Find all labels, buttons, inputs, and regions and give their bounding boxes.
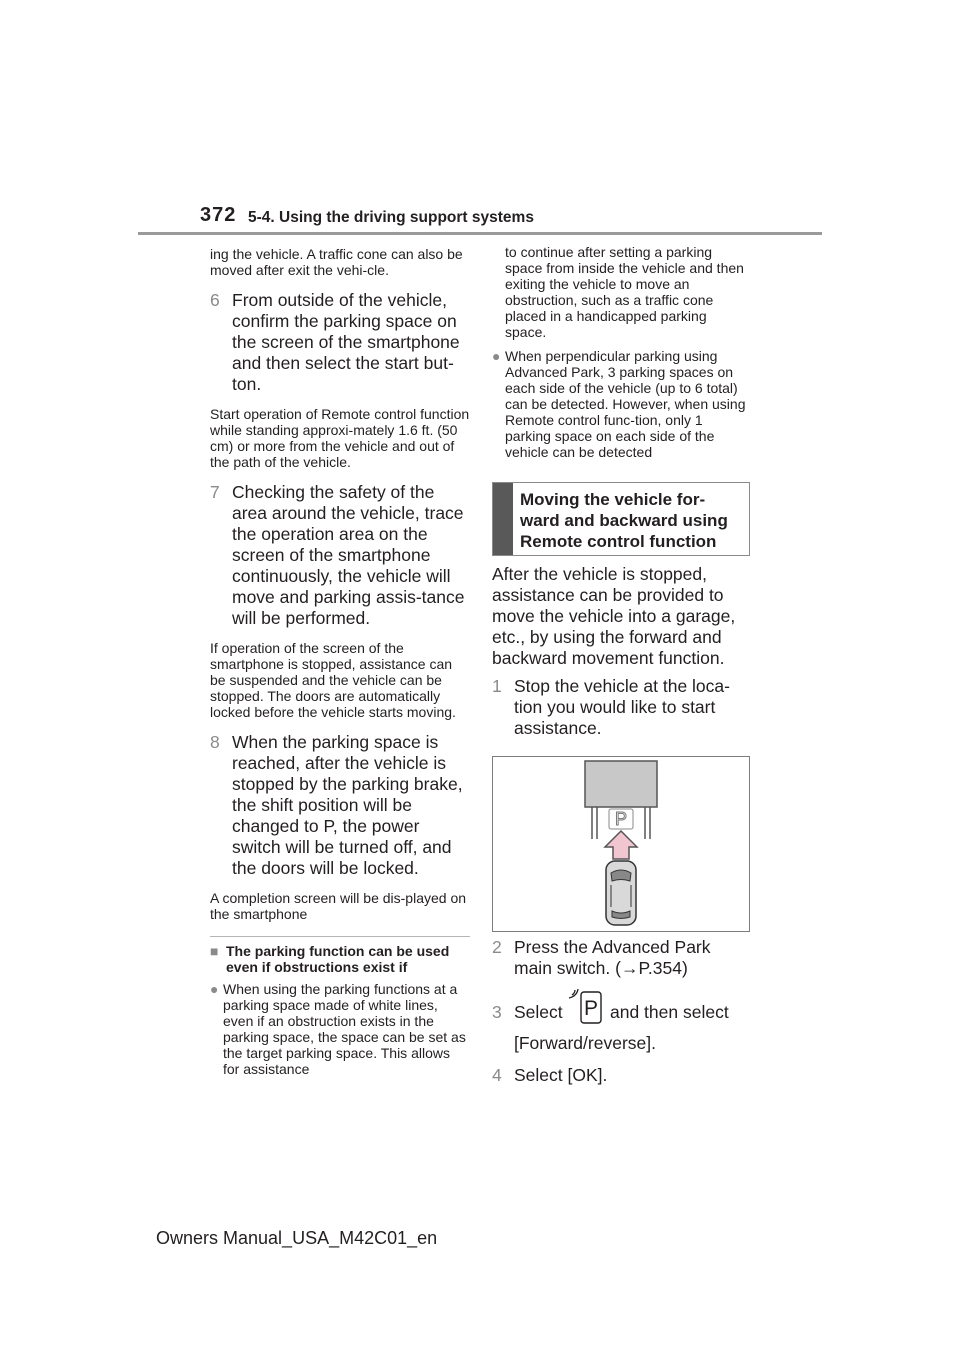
section-heading-box <box>492 482 750 556</box>
step-6 <box>210 290 470 395</box>
garage-shape <box>585 761 657 807</box>
heading-bar <box>493 483 513 555</box>
bullet-item <box>492 348 750 460</box>
remote-parking-icon <box>568 989 604 1030</box>
step-3-continued <box>492 1033 750 1054</box>
step-number: 7 <box>210 482 220 502</box>
step-4 <box>492 1065 750 1086</box>
forward-arrow-icon <box>605 831 637 859</box>
step-6-note: Start operation of Remote control function while standing approxi-mately 1.6 ft. (50 cm) or more from the vehicle and out of the path of the vehicle. <box>210 406 470 470</box>
subsection-heading-text: The parking function can be used even if obstructions exist if <box>226 943 450 975</box>
page-number: 372 <box>200 204 237 226</box>
parking-p-icon <box>609 809 633 829</box>
bullet-continued <box>492 244 750 340</box>
bullet-item <box>210 981 470 1077</box>
step-3 <box>492 989 750 1023</box>
step-7 <box>210 482 470 629</box>
step-number: 8 <box>210 732 220 752</box>
step-number: 6 <box>210 290 220 310</box>
svg-text:P: P <box>583 997 599 1020</box>
step-text: Select [OK]. <box>514 1065 608 1085</box>
right-column <box>492 244 750 1086</box>
car-icon <box>606 861 636 925</box>
square-bullet-icon: ■ <box>210 943 219 959</box>
section-heading-text: Moving the vehicle for-ward and backward using Remote control function <box>520 490 728 551</box>
step-1 <box>492 676 750 739</box>
continued-note: ing the vehicle. A traffic cone can also be moved after exit the vehi-cle. <box>210 246 463 278</box>
parking-mark-text: P <box>614 809 628 829</box>
step-text: Press the Advanced Park main switch. (→P.354) <box>514 937 711 978</box>
section-title: 5-4. Using the driving support systems <box>248 209 534 226</box>
bullet-dot-icon: ● <box>492 348 501 364</box>
parking-diagram <box>493 757 749 931</box>
bullet-dot-icon: ● <box>210 981 219 997</box>
step-8 <box>210 732 470 879</box>
step-number: 2 <box>492 937 502 957</box>
footer-text: Owners Manual_USA_M42C01_en <box>156 1228 438 1248</box>
step-text: Checking the safety of the area around the vehicle, trace the operation area on the screen of the smartphone continuously, the vehicle will move and parking assis-tance will be performed. <box>232 482 465 628</box>
intro-paragraph: After the vehicle is stopped, assistance can be provided to move the vehicle into a garage, etc., by using the forward and backward movement function. <box>492 564 736 668</box>
step-number: 1 <box>492 676 502 696</box>
step-text: [Forward/reverse]. <box>514 1033 656 1053</box>
subsection-heading <box>210 943 470 975</box>
bullet-text: When using the parking functions at a parking space made of white lines, even if an obstruction exists in the parking space, the space can be set as the target parking space. This allows for assistance <box>223 981 466 1077</box>
step-text: and then select <box>610 1002 729 1022</box>
step-2 <box>492 937 750 979</box>
step-number: 3 <box>492 1002 502 1022</box>
step-text: Stop the vehicle at the loca-tion you would like to start assistance. <box>514 676 730 738</box>
step-text: When the parking space is reached, after the vehicle is stopped by the parking brake, the shift position will be changed to P, the power switch will be turned off, and the doors will be locked. <box>232 732 463 878</box>
step-number: 4 <box>492 1065 502 1085</box>
step-text: Select <box>514 1002 563 1022</box>
bullet-text: When perpendicular parking using Advanced Park, 3 parking spaces on each side of the vehicle (up to 6 total) can be detected. However, when using Remote control func-tion, only 1 parking space on each side of the vehicle can be detected <box>505 348 746 460</box>
left-column <box>210 246 470 1077</box>
step-8-note: A completion screen will be dis-played on the smartphone <box>210 890 467 922</box>
step-text: From outside of the vehicle, confirm the parking space on the screen of the smartphone and then select the start but-ton. <box>232 290 460 394</box>
step-7-note: If operation of the screen of the smartphone is stopped, assistance can be suspended and the vehicle can be stopped. The doors are automatically locked before the vehicle starts moving. <box>210 640 456 720</box>
bullet-text: to continue after setting a parking space from inside the vehicle and then exiting the vehicle to move an obstruction, such as a traffic cone placed in a handicapped parking space. <box>505 244 744 340</box>
header-rule <box>138 232 822 235</box>
garage-forward-illustration <box>492 756 750 932</box>
